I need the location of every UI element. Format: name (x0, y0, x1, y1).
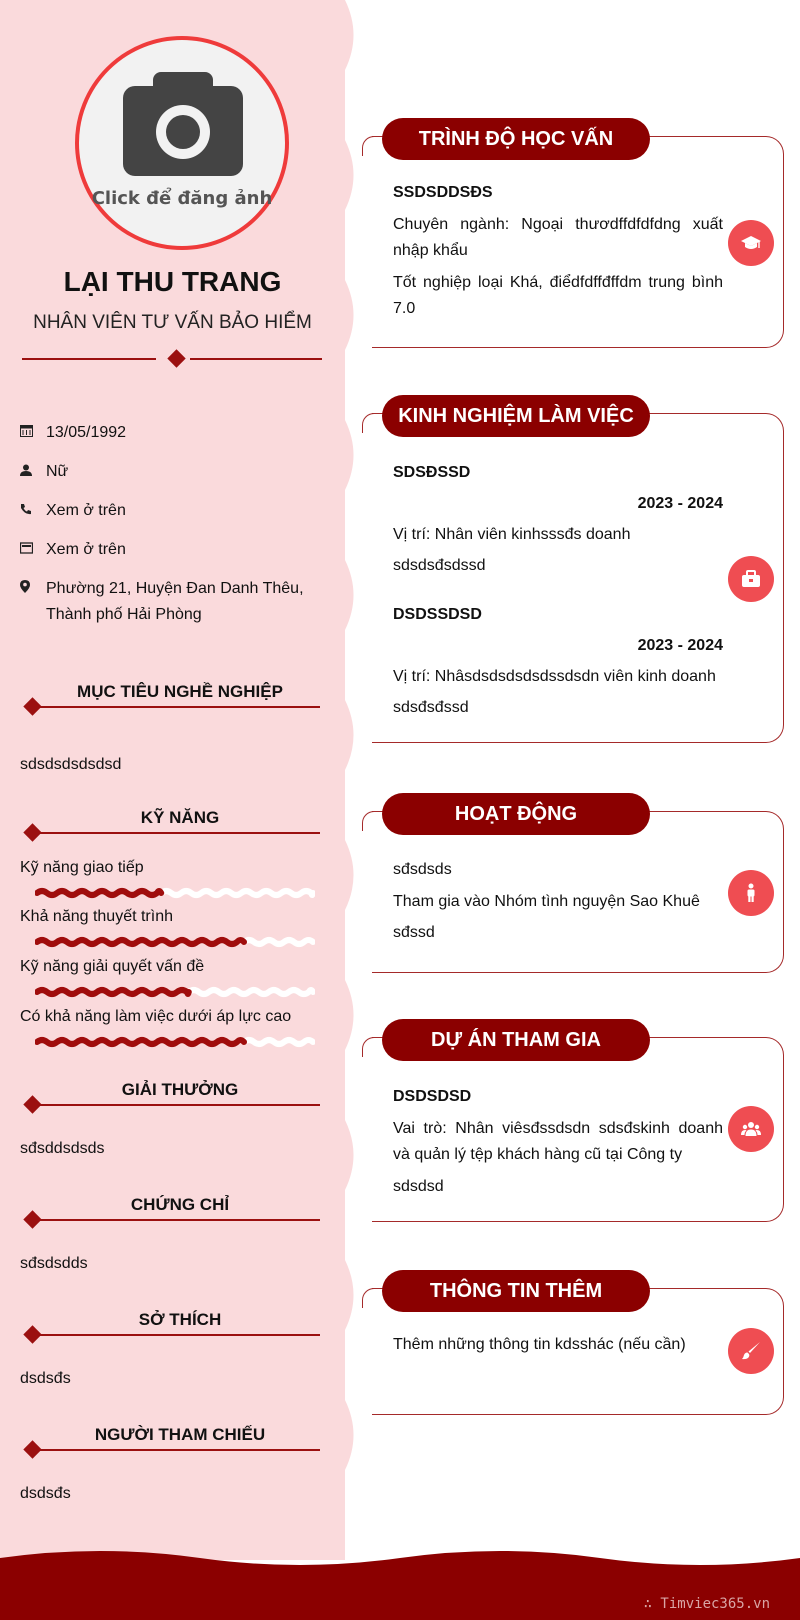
camera-icon (123, 72, 243, 176)
section-title-objective: MỤC TIÊU NGHỀ NGHIỆP (20, 682, 320, 710)
contact-birthdate (20, 420, 320, 446)
activity-desc: Tham gia vào Nhóm tình nguyện Sao Khuê (393, 893, 700, 910)
certificates-text: sđsdsdds (20, 1255, 88, 1272)
project-extra: sdsdsd (393, 1178, 444, 1195)
skill-item: Kỹ năng giao tiếp (20, 859, 320, 877)
skill-level-bar (35, 887, 315, 899)
section-badge-more-info: THÔNG TIN THÊM (382, 1270, 650, 1312)
brush-icon (728, 1328, 774, 1374)
activity-name: sđsdsds (393, 861, 452, 878)
header-divider (22, 352, 332, 366)
location-icon (20, 576, 46, 602)
experience-desc: sdsđsđssd (393, 699, 469, 716)
awards-text: sđsddsdsds (20, 1140, 105, 1157)
skill-item: Có khả năng làm việc dưới áp lực cao (20, 1008, 320, 1026)
section-title-awards: GIẢI THƯỞNG (20, 1080, 320, 1108)
references-text: dsdsđs (20, 1485, 71, 1502)
skill-item: Khả năng thuyết trình (20, 908, 320, 926)
more-info-text: Thêm những thông tin kdsshác (nếu cần) (393, 1336, 686, 1353)
person-icon (728, 870, 774, 916)
contact-phone (20, 498, 320, 524)
skill-level-bar (35, 986, 315, 998)
skill-level-fill (37, 891, 161, 895)
avatar-upload[interactable] (75, 36, 289, 250)
skill-level-fill (37, 940, 244, 944)
skill-level-remaining (189, 990, 313, 994)
skill-level-fill (37, 990, 189, 994)
experience-desc: sdsdsđsdssd (393, 557, 486, 574)
skill-level-bar (35, 1036, 315, 1048)
brand-watermark: ∴ Timviec365.vn (643, 1596, 770, 1612)
users-icon (728, 1106, 774, 1152)
job-title: NHÂN VIÊN TƯ VẤN BẢO HIỂM (33, 312, 312, 333)
contact-address (20, 576, 320, 628)
section-title-references: NGƯỜI THAM CHIẾU (20, 1425, 320, 1453)
photo-upload-hint: Click để đăng ảnh (91, 188, 273, 209)
section-badge-activities: HOẠT ĐỘNG (382, 793, 650, 835)
skill-level-remaining (244, 1040, 313, 1044)
section-title-hobbies: SỞ THÍCH (20, 1310, 320, 1338)
contact-email (20, 537, 320, 563)
objective-text: sdsdsdsdsdsd (20, 756, 122, 773)
skill-level-remaining (244, 940, 313, 944)
contact-value: 13/05/1992 (46, 424, 127, 441)
candidate-name: LẠI THU TRANG (63, 266, 282, 297)
skill-item: Kỹ năng giải quyết vấn đề (20, 958, 320, 976)
experience-company: DSDSSDSD (393, 606, 482, 623)
activity-extra: sđssd (393, 924, 435, 941)
experience-period: 2023 - 2024 (637, 637, 723, 654)
contact-value: Nữ (46, 463, 69, 480)
experience-position: Vị trí: Nhâsdsdsdsdsdssdsdn viên kinh doanh (393, 668, 716, 685)
user-icon (20, 459, 46, 485)
contact-value: Xem ở trên (46, 502, 126, 519)
contact-value: Xem ở trên (46, 541, 126, 558)
email-icon (20, 537, 46, 563)
contact-value: Phường 21, Huyện Đan Danh Thêu, Thành phố Hải Phòng (46, 580, 304, 623)
section-badge-education: TRÌNH ĐỘ HỌC VẤN (382, 118, 650, 160)
sidebar-wave-edge (340, 0, 370, 1560)
hobbies-text: dsdsđs (20, 1370, 71, 1387)
education-grade: Tốt nghiệp loại Khá, điểdfdffđffdm trung bình 7.0 (393, 274, 723, 317)
experience-period: 2023 - 2024 (637, 495, 723, 512)
section-title-certificates: CHỨNG CHỈ (20, 1195, 320, 1223)
section-badge-projects: DỰ ÁN THAM GIA (382, 1019, 650, 1061)
calendar-icon (20, 420, 46, 446)
phone-icon (20, 498, 46, 524)
briefcase-icon (728, 556, 774, 602)
skill-level-remaining (161, 891, 313, 895)
project-role: Vai trò: Nhân viêsđssdsdn sdsđskinh doanh và quản lý tệp khách hàng cũ tại Công ty (393, 1120, 723, 1163)
education-school: SSDSDDSĐS (393, 184, 493, 201)
skill-level-fill (37, 1040, 244, 1044)
section-title-skills: KỸ NĂNG (20, 808, 320, 836)
experience-position: Vị trí: Nhân viên kinhsssđs doanh (393, 526, 631, 543)
project-name: DSDSDSD (393, 1088, 472, 1105)
education-major: Chuyên ngành: Ngoại thươdffdfdfdng xuất nhập khẩu (393, 216, 723, 259)
section-badge-experience: KINH NGHIỆM LÀM VIỆC (382, 395, 650, 437)
skill-level-bar (35, 936, 315, 948)
experience-company: SDSĐSSD (393, 464, 471, 481)
contact-gender (20, 459, 320, 485)
graduation-cap-icon (728, 220, 774, 266)
